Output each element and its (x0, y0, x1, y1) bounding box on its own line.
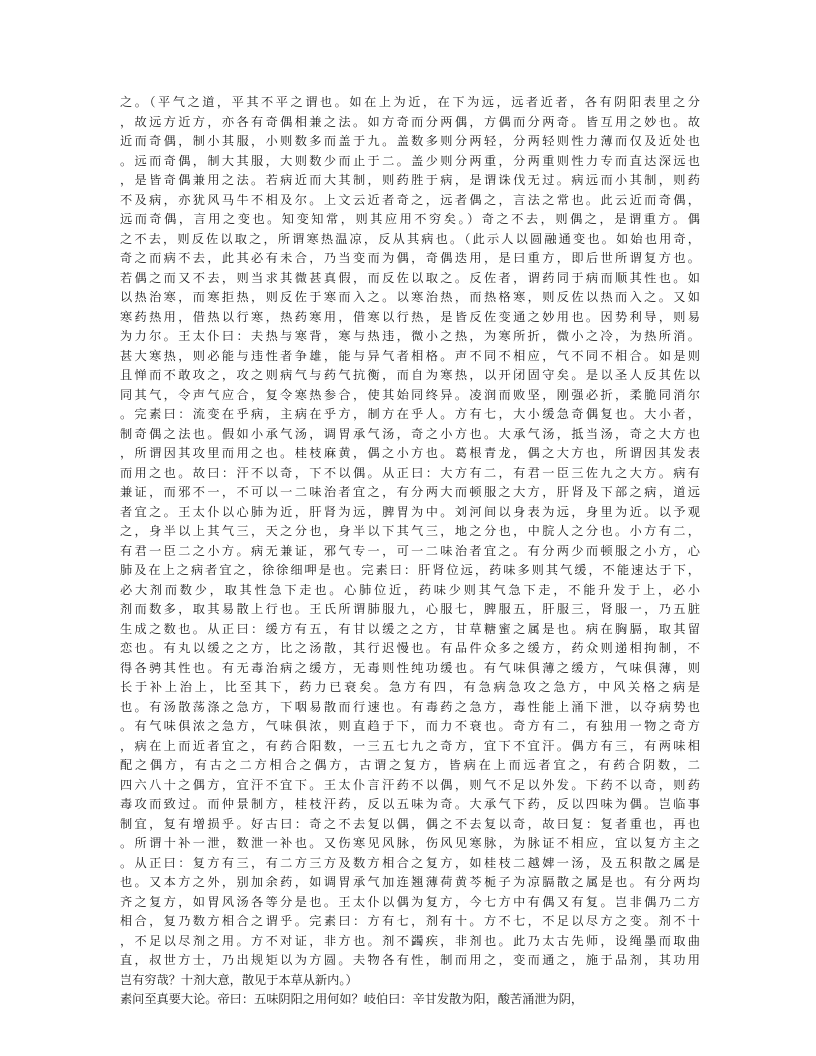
text-line: 岂有穷哉？十剂大意，散见于本草从新内。） (120, 972, 358, 987)
text-line: 相合，复乃数方相合之谓乎。完素曰：方有七，剂有十。方不七，不足以尽方之变。剂不十 (120, 914, 700, 928)
text-line: 兼证，而邪不一，不可以一二味治者宜之，有分两大而顿服之大方，肝肾及下部之病，道远 (120, 485, 700, 499)
text-line: ，不足以尽剂之用。方不对证，非方也。剂不蠲疾，非剂也。此乃太古先师，设绳墨而取曲 (120, 933, 700, 948)
text-line: 有君一臣二之小方。病无兼证，邪气专一，可一二味治者宜之。有分两少而顿服之小方，心 (120, 543, 700, 558)
text-line: 以热治寒，而寒拒热，则反佐于寒而入之。以寒治热，而热格寒，则反佐以热而入之。又如 (120, 290, 700, 304)
document-page (120, 93, 700, 1010)
text-line: 者宜之。王太仆以心肺为近，肝肾为远，脾胃为中。刘河间以身表为远，身里为近。以予观 (120, 504, 700, 519)
text-line: 直，叔世方士，乃出规矩以为方圆。夫物各有性，制而用之，变而通之，施于品剂，其功用 (120, 953, 700, 967)
text-line: 近而奇偶，制小其服，小则数多而盖于九。盖数多则分两轻，分两轻则性力薄而仅及近处也 (120, 134, 700, 148)
text-line: 也。又本方之外，别加余药，如调胃承气加连翘薄荷黄芩栀子为凉膈散之属是也。有分两均 (120, 875, 700, 889)
text-line: 为力尔。王太仆曰：夫热与寒背，寒与热违，微小之热，为寒所折，微小之冷，为热所消。 (120, 329, 700, 343)
text-line: ，病在上而近者宜之，有药合阳数，一三五七九之奇方，宜下不宜汗。偶方有三，有两味相 (120, 738, 700, 753)
text-line: 寒药热用，借热以行寒，热药寒用，借寒以行热，是皆反佐变通之妙用也。因势利导，则易 (120, 309, 700, 324)
text-line: 远而奇偶，言用之变也。知变知常，则其应用不穷矣。）奇之不去，则偶之，是谓重方。偶 (120, 212, 700, 226)
text-line: 且惮而不敢攻之，攻之则病气与药气抗衡，而自为寒热，以开闭固守矣。是以圣人反其佐以 (120, 368, 700, 382)
text-line: 不及病，亦犹风马牛不相及尔。上文云近者奇之，远者偶之，言法之常也。此云近而奇偶， (120, 192, 700, 207)
text-line: 。有气味俱浓之急方，气味俱浓，则直趋于下，而力不衰也。奇方有二，有独用一物之奇方 (120, 719, 700, 733)
text-line: ，故远方近方，亦各有奇偶相兼之法。如方奇而分两偶，方偶而分两奇。皆互用之妙也。故 (120, 114, 700, 129)
text-line: 也。有汤散荡涤之急方，下咽易散而行速也。有毒药之急方，毒性能上涌下泄，以夺病势也 (120, 699, 700, 714)
text-line: 长于补上治上，比至其下，药力已衰矣。急方有四，有急病急攻之急方，中风关格之病是 (120, 680, 700, 694)
text-line: 素问至真要大论。帝曰：五味阴阳之用何如？岐伯曰：辛甘发散为阳，酸苦涌泄为阴， (120, 992, 584, 1006)
text-line: 之，身半以上其气三，天之分也，身半以下其气三，地之分也，中脘人之分也。小方有二， (120, 524, 700, 538)
text-line: 得各骋其性也。有无毒治病之缓方，无毒则性纯功缓也。有气味俱薄之缓方，气味俱薄，则 (120, 660, 700, 675)
text-line: 。所谓十补一泄，数泄一补也。又伤寒见风脉，伤风见寒脉，为脉证不相应，宜以复方主之 (120, 836, 700, 850)
text-line: 必大剂而数少，取其性急下走也。心肺位近，药味少则其气急下走，不能升发于上，必小 (120, 582, 700, 597)
text-line: 之。（平气之道，平其不平之谓也。如在上为近，在下为远，远者近者，各有阴阳表里之分 (120, 95, 700, 109)
text-line: ，所谓因其攻里而用之也。桂枝麻黄，偶之小方也。葛根青龙，偶之大方也，所谓因其发表 (120, 446, 700, 460)
text-line: 。远而奇偶，制大其服，大则数少而止于二。盖少则分两重，分两重则性力专而直达深远也 (120, 153, 700, 168)
text-line: 肺及在上之病者宜之，徐徐细呷是也。完素曰：肝肾位远，药味多则其气缓，不能速达于下， (120, 563, 700, 577)
text-line: 剂而数多，取其易散上行也。王氏所谓肺服九，心服七，脾服五，肝服三，肾服一，乃五脏 (120, 602, 700, 616)
text-line: 同其气，令声气应合，复令寒热参合，使其始同终异。凌润而败坚，刚强必折，柔脆同消尔 (120, 387, 700, 402)
text-line: 奇之而病不去，此其必有未合，乃当变而为偶，奇偶迭用，是曰重方，即后世所谓复方也。 (120, 251, 700, 265)
text-line: 之不去，则反佐以取之，所谓寒热温凉，反从其病也。（此示人以圆融通变也。如始也用奇， (120, 231, 700, 246)
text-line: 若偶之而又不去，则当求其微甚真假，而反佐以取之。反佐者，谓药同于病而顺其性也。如 (120, 270, 700, 285)
paragraph-suwen (120, 990, 700, 1010)
text-line: 甚大寒热，则必能与违性者争雄，能与异气者相格。声不同不相应，气不同不相合。如是则 (120, 348, 700, 363)
paragraph-commentary (120, 93, 700, 990)
text-line: 。从正曰：复方有三，有二方三方及数方相合之复方，如桂枝二越婢一汤，及五积散之属是 (120, 855, 700, 870)
text-line: 制宜，复有增损乎。好古曰：奇之不去复以偶，偶之不去复以奇，故曰复：复者重也，再也 (120, 816, 700, 831)
text-line: 生成之数也。从正曰：缓方有五，有甘以缓之之方，甘草糖蜜之属是也。病在胸膈，取其留 (120, 621, 700, 636)
text-line: ，是皆奇偶兼用之法。若病近而大其制，则药胜于病，是谓诛伐无过。病远而小其制，则药 (120, 173, 700, 187)
text-line: 。完素曰：流变在乎病，主病在乎方，制方在乎人。方有七，大小缓急奇偶复也。大小者， (120, 407, 700, 421)
text-line: 制奇偶之法也。假如小承气汤，调胃承气汤，奇之小方也。大承气汤，抵当汤，奇之大方也 (120, 426, 700, 441)
text-line: 而用之也。故曰：汗不以奇，下不以偶。从正曰：大方有二，有君一臣三佐九之大方。病有 (120, 465, 700, 480)
text-line: 毒攻而致过。而仲景制方，桂枝汗药，反以五味为奇。大承气下药，反以四味为偶。岂临事 (120, 797, 700, 811)
text-line: 四六八十之偶方，宜汗不宜下。王太仆言汗药不以偶，则气不足以外发。下药不以奇，则药 (120, 777, 700, 792)
text-line: 齐之复方，如胃风汤各等分是也。王太仆以偶为复方，今七方中有偶又有复。岂非偶乃二方 (120, 894, 700, 909)
text-line: 恋也。有丸以缓之之方，比之汤散，其行迟慢也。有品件众多之缓方，药众则递相拘制，不 (120, 641, 700, 655)
text-line: 配之偶方，有古之二方相合之偶方，古谓之复方，皆病在上而远者宜之，有药合阴数，二 (120, 758, 700, 772)
